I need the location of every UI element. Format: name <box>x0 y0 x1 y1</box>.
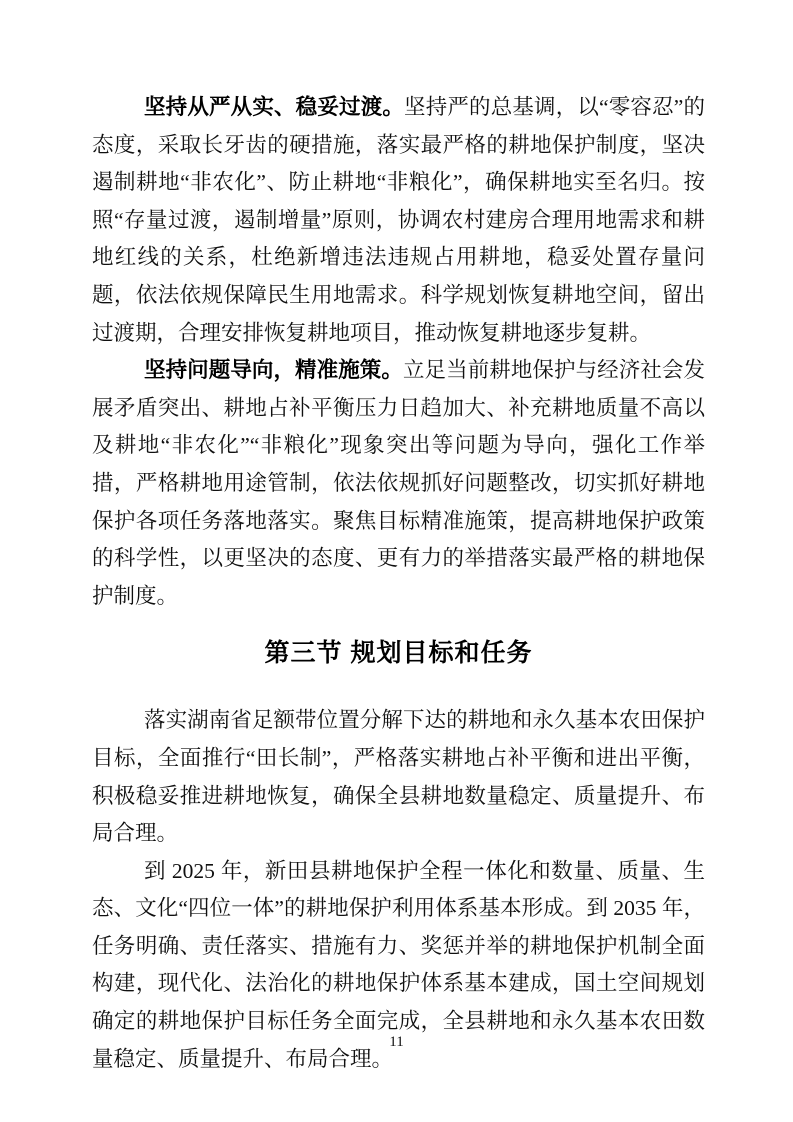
paragraph <box>92 352 705 615</box>
paragraph <box>92 89 705 352</box>
paragraph <box>92 702 705 852</box>
section-heading: 第三节 规划目标和任务 <box>264 639 533 668</box>
paragraph-lead: 坚持从严从实、稳妥过渡。 <box>144 95 405 119</box>
page-number: 11 <box>389 1034 404 1050</box>
paragraph-body: 立足当前耕地保护与经济社会发展矛盾突出、耕地占补平衡压力日趋加大、补充耕地质量不高以及耕地“非农化”“非粮化”现象突出等问题为导向，强化工作举措，严格耕地用途管制，依法依规抓好问题整改，切实抓好耕地保护各项任务落地落实。聚焦目标精准施策，提高耕地保护政策的科学性，以更坚决的态度、更有力的举措落实最严格的耕地保护制度。 <box>92 358 705 608</box>
paragraph-lead: 坚持问题导向，精准施策。 <box>144 358 403 383</box>
page-content <box>92 89 705 1078</box>
paragraph-body: 坚持严的总基调，以“零容忍”的态度，采取长牙齿的硬措施，落实最严格的耕地保护制度，坚决遏制耕地“非农化”、防止耕地“非粮化”，确保耕地实至名归。按照“存量过渡，遏制增量”原则，协调农村建房合理用地需求和耕地红线的关系，杜绝新增违法违规占用耕地，稳妥处置存量问题，依法依规保障民生用地需求。科学规划恢复耕地空间，留出过渡期，合理安排恢复耕地项目，推动恢复耕地逐步复耕。 <box>92 95 705 345</box>
paragraph-body: 到 2025 年，新田县耕地保护全程一体化和数量、质量、生态、文化“四位一体”的耕地保护利用体系基本形成。到 2035 年，任务明确、责任落实、措施有力、奖惩并举的耕地保护机制全面构建，现代化、法治化的耕地保护体系基本建成，国土空间规划确定的耕地保护目标任务全面完成，全县耕地和永久基本农田数量稳定、质量提升、布局合理。 <box>92 858 705 1071</box>
paragraph-body: 落实湖南省足额带位置分解下达的耕地和永久基本农田保护目标，全面推行“田长制”，严格落实耕地占补平衡和进出平衡，积极稳妥推进耕地恢复，确保全县耕地数量稳定、质量提升、布局合理。 <box>92 708 705 846</box>
